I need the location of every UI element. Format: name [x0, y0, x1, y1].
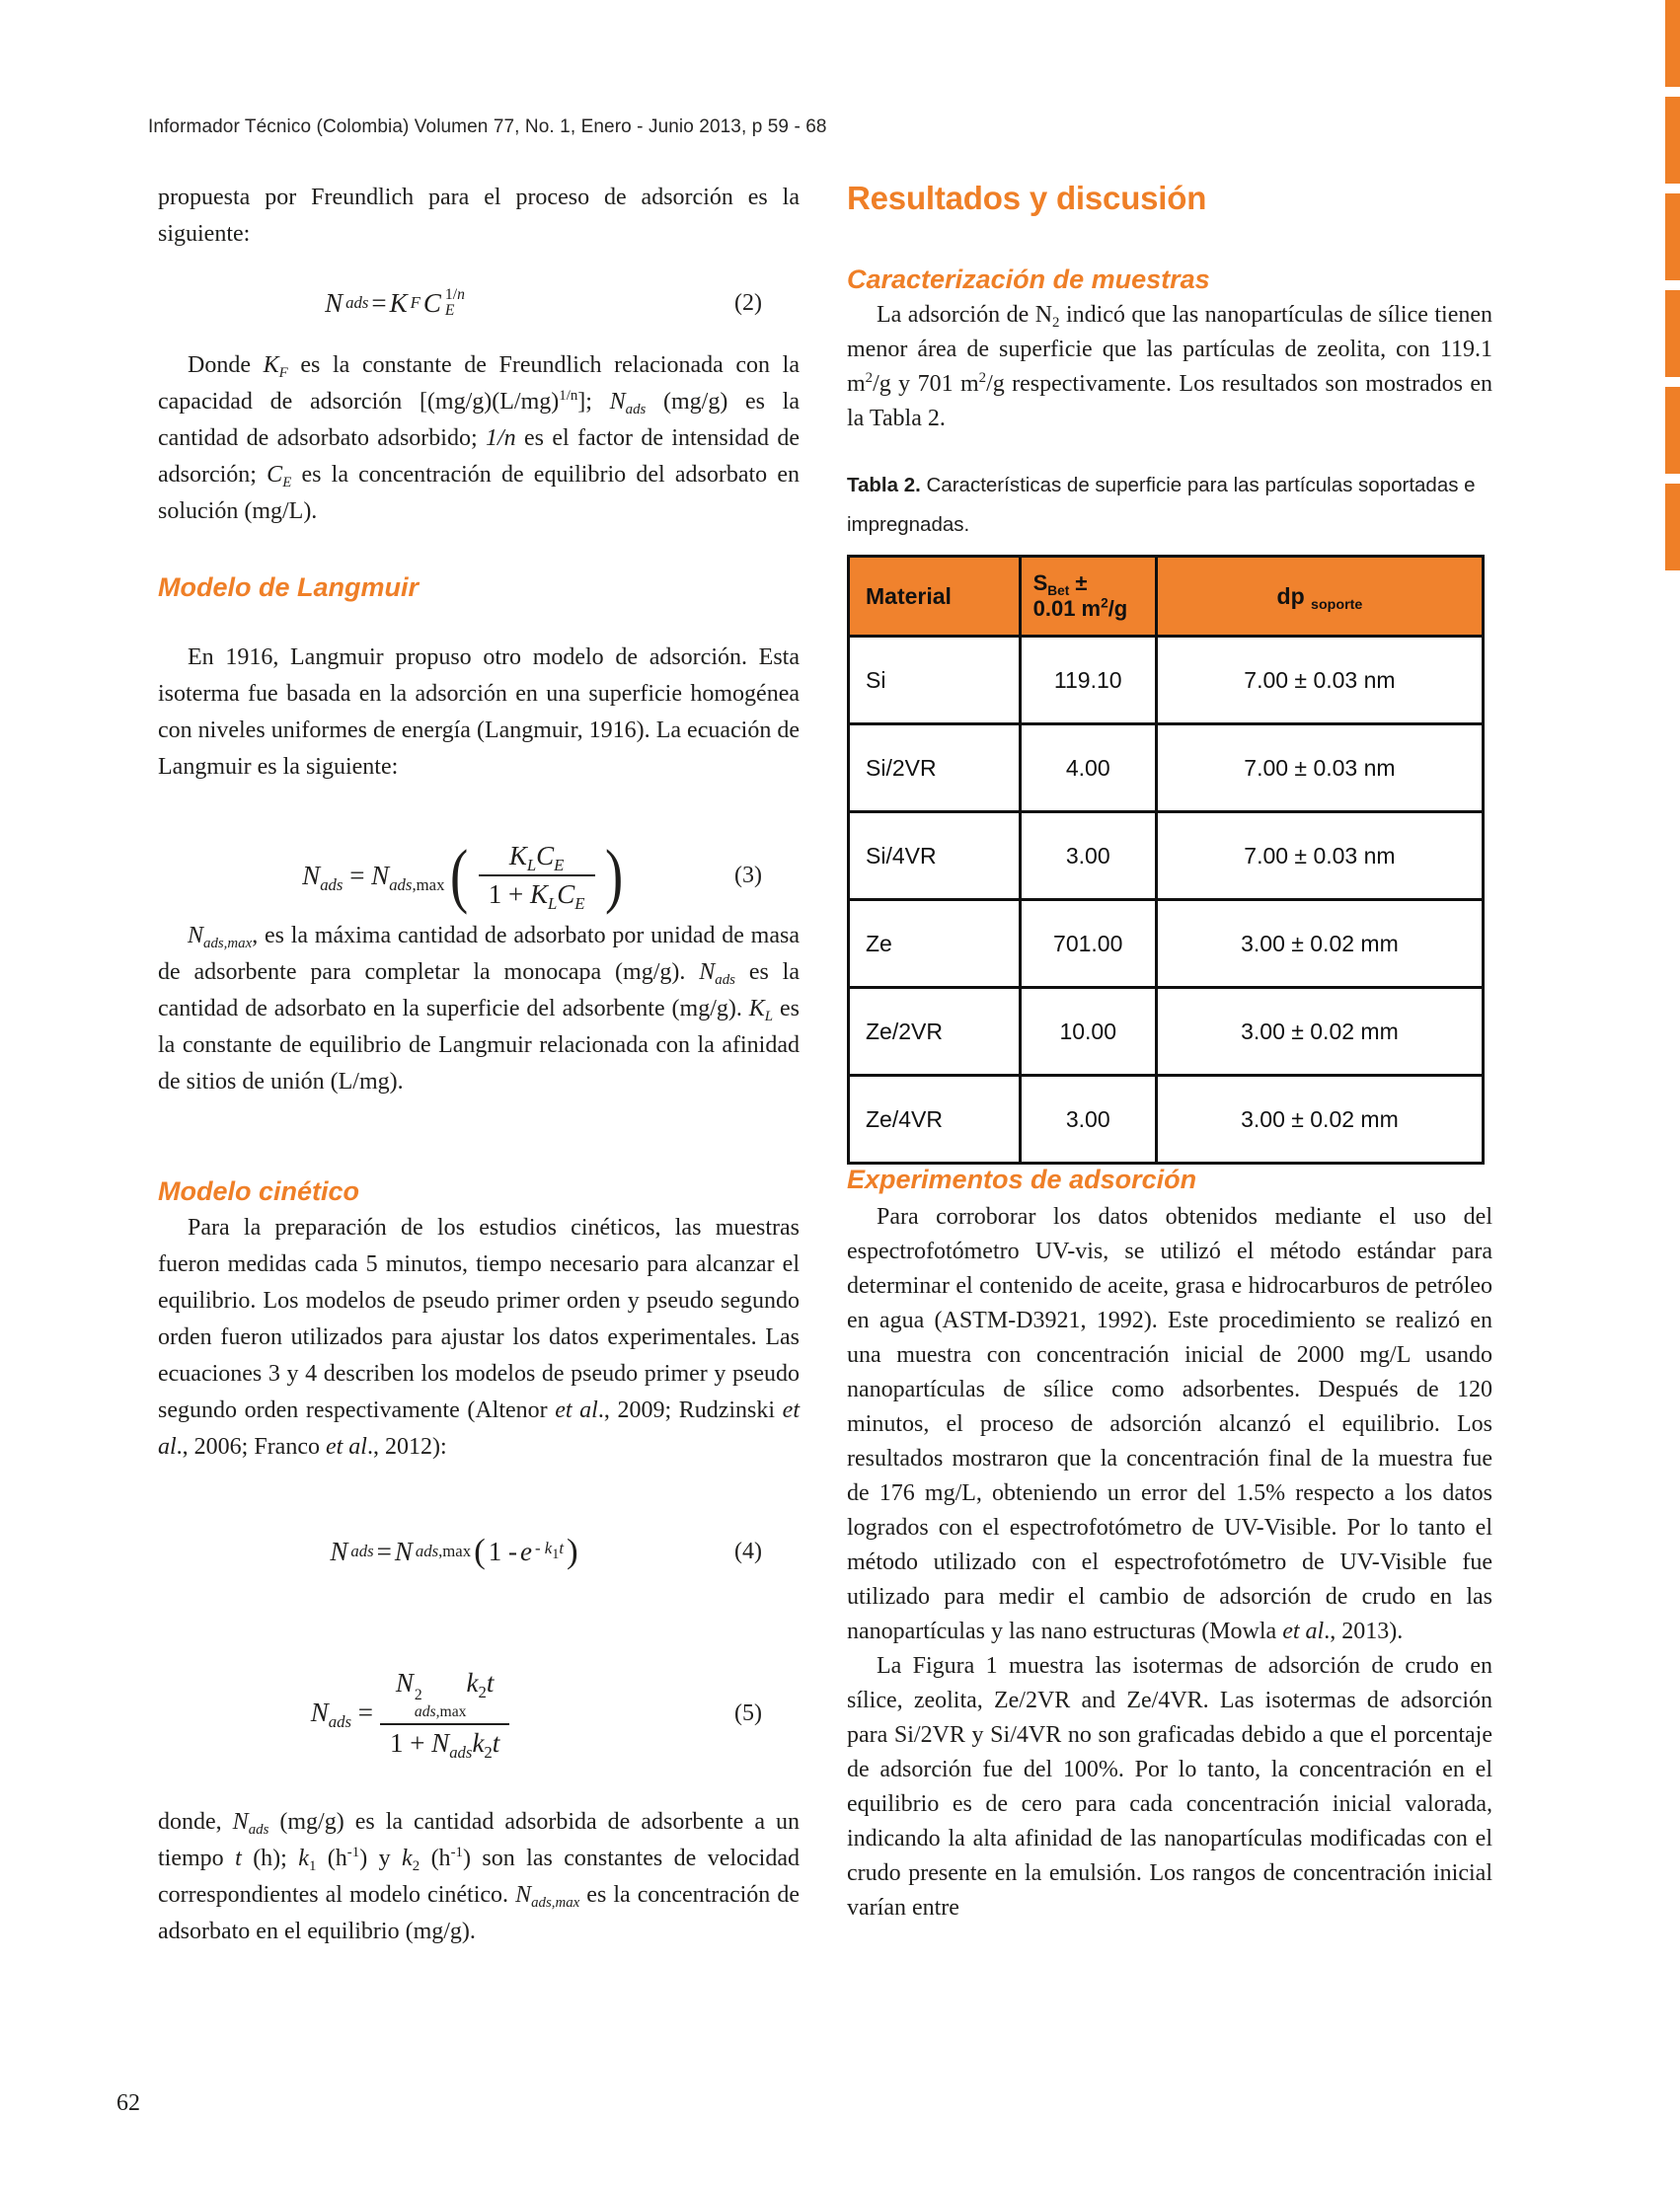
equation-pseudo-primer-orden: [158, 1520, 800, 1583]
cell-dp: 7.00 ± 0.03 nm: [1156, 637, 1483, 724]
paragraph-freundlich-terms: Donde $K_F$ es la constante de Freundlich relacionada con la capacidad de adsorción $[(mg/g)(L/mg)^{1/n}]$; $N_{ads}$ (mg/g) es la cantidad de adsorbato adsorbido; 1/n es el factor de intensidad de adsorción; $C_E$ es la concentración de equilibrio del adsorbato en solución (mg/L).: [158, 352, 801, 524]
paragraph-langmuir-terms: $N_{ads,max}$, es la máxima cantidad de adsorbato por unidad de masa de adsorbente para completar la monocapa (mg/g). $N_{ads}$ es la cantidad de adsorbato en la superficie del adsorbente (mg/g). $K_L$ es la constante de equilibrio de Langmuir relacionada con la afinidad de sitios de unión (L/mg).: [158, 923, 800, 1095]
paragraph-cinetico-terms: donde, $N_{ads}$ (mg/g) es la cantidad adsorbida de adsorbente a un tiempo t (h); $k_1$ $(h^{-1})$ y $k_2$ $(h^{-1})$ son las constantes de velocidad correspondientes al modelo cinético. $N_{ads,max}$ es la concentración de adsorbato en el equilibrio (mg/g).: [158, 1809, 801, 1944]
fraction-denominator: $1 + K_LC_E$: [479, 874, 595, 910]
open-paren: (: [450, 835, 469, 916]
heading-modelo-cinetico: Modelo cinético: [158, 1176, 360, 1206]
cell-material: Ze/2VR: [849, 988, 1021, 1076]
cell-dp: 7.00 ± 0.03 nm: [1156, 812, 1483, 900]
equation-freundlich: [158, 268, 800, 338]
fraction-denominator: $1 + N_{ads}k_2t$: [380, 1723, 509, 1759]
paragraph-caracterizacion: La adsorción de $N_2$ indicó que las nanopartículas de sílice tienen menor área de superficie que las partículas de zeolita, con 119.1 $m^2/g$ y 701 $m^2/g$ respectivamente. Los resultados son mostrados en la Tabla 2.: [847, 302, 1492, 431]
cell-material: Si: [849, 637, 1021, 724]
cell-sbet: 3.00: [1020, 1076, 1156, 1164]
page-number: 62: [116, 2090, 140, 2116]
equation-5-fraction: [380, 1667, 509, 1763]
paragraph-freundlich-intro: propuesta por Freundlich para el proceso de adsorción es la siguiente:: [158, 185, 800, 247]
cell-sbet: 3.00: [1020, 812, 1156, 900]
running-header: Informador Técnico (Colombia) Volumen 77, No. 1, Enero - Junio 2013, p 59 - 68: [148, 116, 827, 137]
cell-material: Ze/4VR: [849, 1076, 1021, 1164]
cell-sbet: 119.10: [1020, 637, 1156, 724]
table-row: [849, 1076, 1484, 1164]
heading-modelo-langmuir: Modelo de Langmuir: [158, 572, 420, 602]
paragraph-experimentos: Para corroborar los datos obtenidos mediante el uso del espectrofotómetro UV-vis, se utilizó el método estándar para determinar el contenido de aceite, grasa e hidrocarburos de petróleo en agua (ASTM-D3921, 1992). Este procedimiento se realizó en una muestra con concentración inicial de 2000 mg/L usando nanopartículas de sílice como adsorbentes. Después de 120 minutos, el proceso de adsorción alcanzó el equilibrio. Los resultados mostraron que la concentración final de la muestra fue de 176 mg/L, obteniendo un error del 1.5% respecto a los datos logrados con el espectrofotómetro de UV-Visible. Por lo tanto el método utilizado con el espectrofotómetro de UV-Visible fue utilizado para medir el cambio de adsorción de crudo en las nanopartículas y las nano estructuras (Mowla et al., 2013).: [847, 1204, 1492, 1644]
table-row: [849, 637, 1484, 724]
cell-material: Si/4VR: [849, 812, 1021, 900]
equation-4-number: (4): [734, 1538, 762, 1564]
page-edge-marker: [1665, 97, 1680, 184]
fraction-numerator: $K_LC_E$: [508, 841, 565, 874]
equation-pseudo-segundo-orden: [158, 1656, 800, 1771]
page-edge-marker: [1665, 484, 1680, 570]
cell-dp: 3.00 ± 0.02 mm: [1156, 900, 1483, 988]
table-row: [849, 724, 1484, 812]
adsorption-experiments-text: [847, 1200, 1492, 1926]
cell-material: Ze: [849, 900, 1021, 988]
page-edge-marker: [1665, 387, 1680, 474]
table-row: [849, 988, 1484, 1076]
page-edge-marker: [1665, 0, 1680, 87]
equation-5-lhs: $N_{ads}$ =: [310, 1698, 373, 1732]
cell-sbet: 701.00: [1020, 900, 1156, 988]
close-paren: ): [604, 835, 623, 916]
cell-material: Si/2VR: [849, 724, 1021, 812]
heading-caracterizacion-muestras: Caracterización de muestras: [847, 264, 1210, 294]
page-edge-marker: [1665, 193, 1680, 280]
paragraph-langmuir-intro: En 1916, Langmuir propuso otro modelo de adsorción. Esta isoterma fue basada en la adsorción en una superficie homogénea con niveles uniformes de energía (Langmuir, 1916). La ecuación de Langmuir es la siguiente:: [158, 644, 800, 780]
table-row: [849, 812, 1484, 900]
cell-dp: 3.00 ± 0.02 mm: [1156, 988, 1483, 1076]
column-header-sbet: $S_{Bet}$ ± 0.01 $m^2/g$: [1020, 557, 1156, 637]
fraction-numerator: N 2 ads,max $k_2t$: [395, 1667, 495, 1720]
page-edge-marker: [1665, 290, 1680, 377]
table-row: [849, 900, 1484, 988]
table-header-row: [849, 557, 1484, 637]
heading-resultados-discusion: Resultados y discusión: [847, 180, 1207, 216]
equation-3-number: (3): [734, 862, 762, 888]
equation-3-lhs: $N_{ads} = N_{ads,max}$: [302, 860, 445, 894]
cell-sbet: 4.00: [1020, 724, 1156, 812]
equation-4-body: N ads = N ads,max ( 1 - e - $k_1t$ ): [330, 1532, 578, 1571]
heading-experimentos-adsorcion: Experimentos de adsorción: [847, 1165, 1197, 1194]
cell-sbet: 10.00: [1020, 988, 1156, 1076]
table-2-caption: Tabla 2. Características de superficie para las partículas soportadas e impregnadas.: [847, 474, 1476, 536]
equation-5-number: (5): [734, 1700, 762, 1726]
paragraph-cinetico-intro: Para la preparación de los estudios cinéticos, las muestras fueron medidas cada 5 minutos, tiempo necesario para alcanzar el equilibrio. Los modelos de pseudo primer orden y pseudo segundo orden fueron utilizados para ajustar los datos experimentales. Las ecuaciones 3 y 4 describen los modelos de pseudo primer y pseudo segundo orden respectivamente (Altenor et al., 2009; Rudzinski et al., 2006; Franco et al., 2012):: [158, 1215, 800, 1460]
column-header-material: Material: [849, 557, 1021, 637]
equation-3-fraction: [479, 841, 595, 913]
paragraph-figura-1: La Figura 1 muestra las isotermas de adsorción de crudo en sílice, zeolita, Ze/2VR and Ze/4VR. Las isotermas de adsorción para Si/2VR y Si/4VR no son graficadas debido a que el porcentaje de adsorción fue del 100%. Por lo tanto, la concentración en el equilibrio es de cero para cada concentración inicial valorada, indicando la alta afinidad de las nanopartículas modificadas con el crudo presente en la emulsión. Los rangos de concentración inicial varían entre: [847, 1653, 1492, 1921]
cell-dp: 7.00 ± 0.03 nm: [1156, 724, 1483, 812]
equation-2-number: (2): [734, 289, 762, 316]
column-header-dp-soporte: dp $_{soporte}$: [1156, 557, 1483, 637]
equation-2-body: N ads = K F C 1/n E: [325, 285, 465, 319]
cell-dp: 3.00 ± 0.02 mm: [1156, 1076, 1483, 1164]
table-2-superficie: [847, 555, 1485, 1165]
